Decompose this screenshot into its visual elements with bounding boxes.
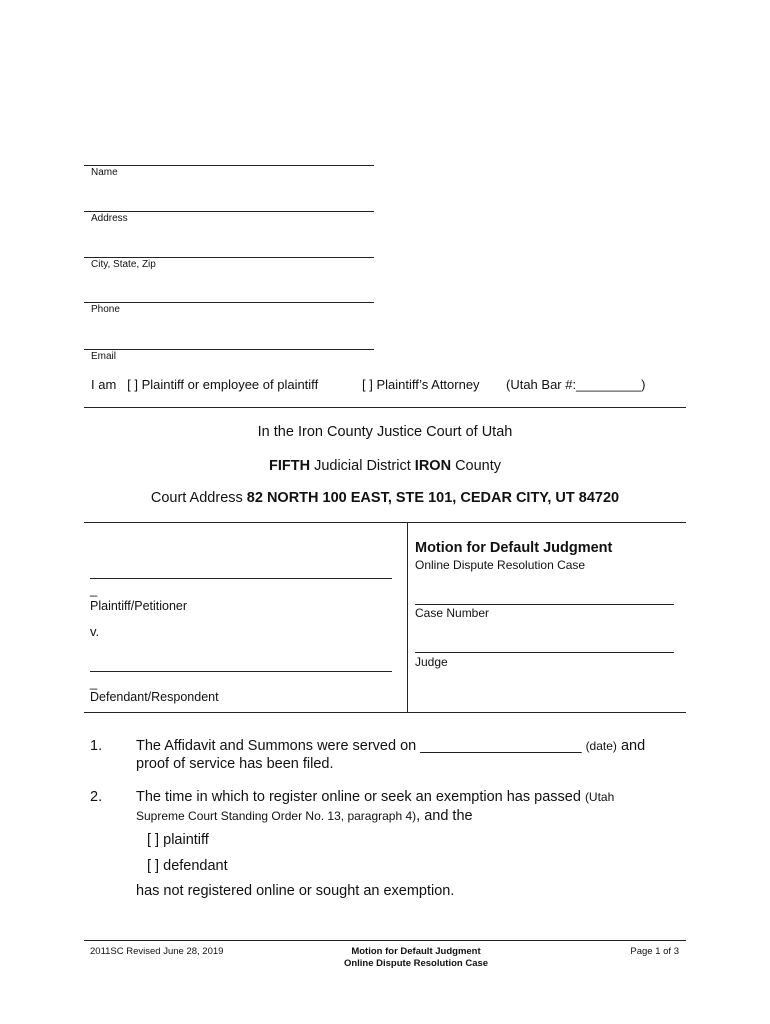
court-address-prefix: Court Address [150, 490, 243, 506]
plaintiff-label: Plaintiff/Petitioner [90, 599, 188, 613]
name-line [84, 165, 374, 166]
versus-text: v. [90, 624, 100, 639]
judicial-district [0, 458, 770, 474]
address-label: Address [91, 213, 128, 224]
item2-passed-text: The time in which to register online or seek an exemption has passed [136, 789, 581, 805]
attorney-row [362, 377, 480, 392]
defendant-name-line[interactable] [90, 671, 392, 672]
item1-number: 1. [90, 738, 103, 754]
item1-text-cont: proof of service has been filed. [136, 756, 334, 772]
county-name: IRON [414, 458, 452, 474]
plaintiff-name-line[interactable] [90, 578, 392, 579]
defendant-label: Defendant/Respondent [90, 690, 219, 704]
option-plaintiff-label: plaintiff [163, 832, 209, 848]
plaintiff-option-label: Plaintiff or employee of plaintiff [141, 377, 319, 392]
item1-and: and [620, 738, 646, 754]
item2-and-the: , and the [416, 808, 473, 824]
option-defendant [147, 858, 228, 874]
item2-conclusion: has not registered online or sought an exemption. [136, 883, 455, 899]
item2-citation: Supreme Court Standing Order No. 13, paragraph 4) [136, 809, 417, 823]
case-number-label: Case Number [415, 606, 490, 620]
court-address-value: 82 NORTH 100 EAST, STE 101, CEDAR CITY, UT 84720 [246, 490, 620, 506]
case-number-line[interactable] [415, 604, 674, 605]
caption-bottom-border [84, 712, 686, 713]
item2-number: 2. [90, 789, 103, 805]
judge-label: Judge [415, 655, 448, 669]
attorney-checkbox[interactable]: [ ] [362, 377, 373, 392]
plaintiff-checkbox[interactable]: [ ] [127, 377, 138, 392]
city-label: City, State, Zip [91, 259, 156, 270]
attorney-option-label: Plaintiff’s Attorney [376, 377, 480, 392]
item2-text [136, 789, 614, 805]
footer-title-line1: Motion for Default Judgment [351, 946, 481, 957]
option-plaintiff [147, 832, 209, 848]
utah-bar-field[interactable]: (Utah Bar #:_________) [506, 377, 646, 392]
district-text: Judicial District [314, 458, 411, 474]
district-number: FIFTH [268, 458, 311, 474]
i-am-row [91, 377, 318, 392]
i-am-prefix: I am [91, 377, 117, 392]
item1-served-text: The Affidavit and Summons were served on ____________________ [136, 738, 582, 754]
phone-line [84, 302, 374, 303]
footer-divider [84, 940, 686, 941]
option-defendant-checkbox[interactable]: [ ] [147, 858, 160, 874]
phone-label: Phone [91, 304, 120, 315]
footer-title-line2: Online Dispute Resolution Case [343, 958, 489, 969]
item1-date-hint: (date) [585, 739, 617, 753]
caption-top-border [84, 522, 686, 523]
option-plaintiff-checkbox[interactable]: [ ] [147, 832, 160, 848]
county-text: County [455, 458, 502, 474]
email-label: Email [91, 351, 117, 362]
document-title: Motion for Default Judgment [415, 540, 613, 556]
item1-text [136, 738, 645, 754]
court-address [0, 490, 770, 506]
court-name: In the Iron County Justice Court of Utah [257, 424, 513, 440]
footer-revised: 2011SC Revised June 28, 2019 [90, 946, 224, 957]
header-divider [84, 407, 686, 408]
email-line [84, 349, 374, 350]
plaintiff-underscore: _ [90, 582, 98, 597]
footer-page-number: Page 1 of 3 [630, 946, 679, 957]
item2-citation-start: (Utah [584, 790, 615, 804]
option-defendant-label: defendant [163, 858, 228, 874]
address-line [84, 211, 374, 212]
name-label: Name [91, 167, 118, 178]
judge-line[interactable] [415, 652, 674, 653]
item2-text-cont [136, 807, 473, 825]
document-subtitle: Online Dispute Resolution Case [415, 558, 586, 572]
defendant-underscore: _ [90, 675, 98, 690]
caption-vertical-divider [407, 522, 408, 712]
city-line [84, 257, 374, 258]
